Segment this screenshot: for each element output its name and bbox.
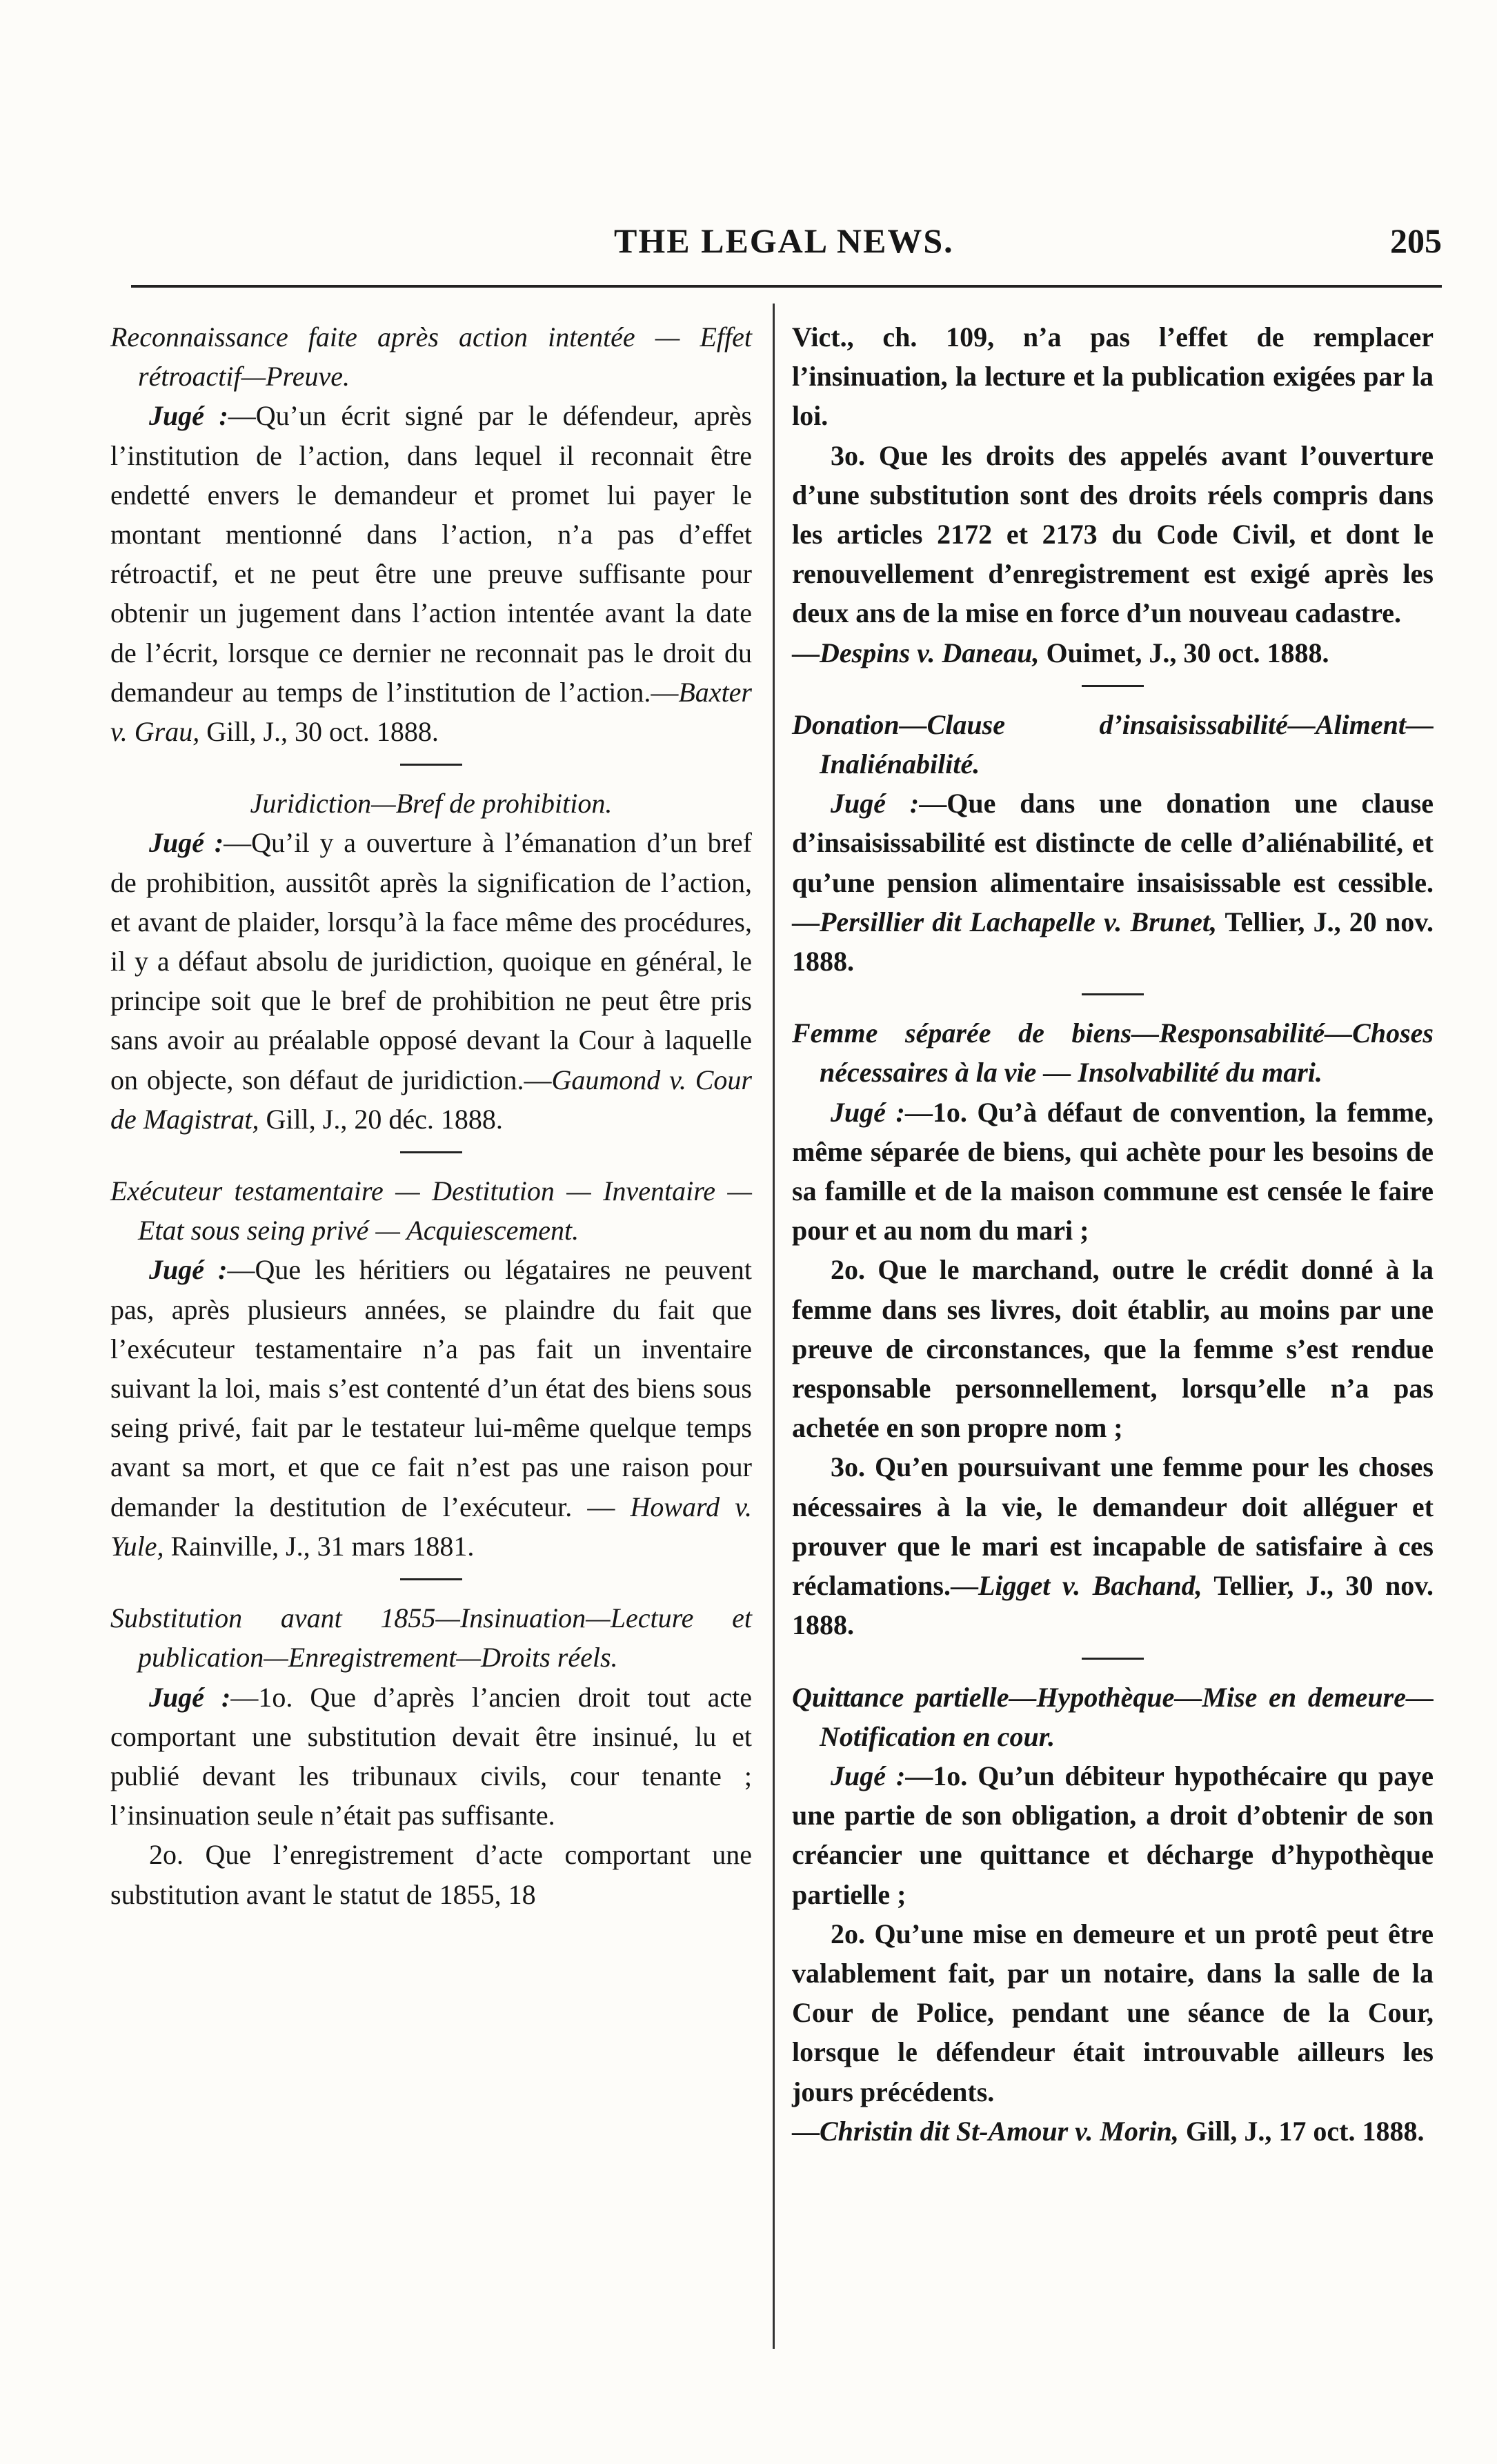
left-column xyxy=(110,317,752,1914)
case-text: Vict., ch. 109, n’a pas l’effet de remplacer l’insinuation, la lecture et la publication exigées par la loi. xyxy=(792,321,1434,432)
case-text: 2o. Que l’enregistrement d’acte comportant une substitution avant le statut de 1855, 18 xyxy=(110,1839,752,1910)
case-citation: Baxter v. Grau, xyxy=(110,676,752,748)
case-heading: Reconnaissance faite après action intentée — Effet rétroactif—Preuve. xyxy=(110,321,752,393)
case-text xyxy=(110,1250,752,1566)
court-date: Gill, J., 17 oct. 1888. xyxy=(1178,2115,1425,2147)
case-note-juridiction xyxy=(110,784,752,1139)
ruling-text: —Que les héritiers ou légataires ne peuvent pas, après plusieurs années, se plaindre du fait que l’exécuteur testamentaire n’a pas fait un inventaire suivant la loi, mais s’est contenté d’un état des biens sous seing privé, fait par le testateur lui-même quelque temps avant sa mort, et que ce fait n’est pas une raison pour demander la destitution de l’exécuteur. — xyxy=(110,1254,752,1522)
case-citation: Ligget v. Bachand, xyxy=(978,1570,1202,1602)
case-note-substitution xyxy=(110,1598,752,1914)
case-text xyxy=(792,436,1434,633)
section-separator xyxy=(1082,1658,1144,1660)
case-note-donation xyxy=(792,705,1434,981)
court-date: Tellier, J., 20 nov. 1888. xyxy=(792,906,1434,977)
juge-label: Jugé : xyxy=(149,1681,231,1713)
case-text xyxy=(792,1093,1434,1251)
case-citation: Howard v. Yule, xyxy=(110,1491,752,1562)
section-separator xyxy=(400,764,462,766)
ruling-text: 3o. Qu’en poursuivant une femme pour les choses nécessaires à la vie, le demandeur doit alléguer et prouver que le mari est incapable de satisfaire à ces réclamations.— xyxy=(792,1451,1434,1602)
case-text xyxy=(792,1756,1434,1914)
section-separator xyxy=(1082,993,1144,995)
case-text xyxy=(792,2112,1434,2151)
case-note-reconnaissance xyxy=(110,317,752,751)
juge-label: Jugé : xyxy=(831,1760,906,1791)
case-heading: Substitution avant 1855—Insinuation—Lecture et publication—Enregistrement—Droits réels. xyxy=(110,1602,752,1673)
case-note-quittance xyxy=(792,1678,1434,2151)
ruling-text: —1o. Qu’un débiteur hypothécaire qu paye une partie de son obligation, a droit d’obtenir de son créancier une quittance et décharge d’hypothèque partielle ; xyxy=(792,1760,1434,1910)
juge-label: Jugé : xyxy=(831,788,920,819)
ruling-text: —Qu’un écrit signé par le défendeur, après l’institution de l’action, dans lequel il reconnait être endetté envers le demandeur et promet lui payer le montant mentionné dans l’action, n’a pas d’effet rétroactif, et ne peut être une preuve suffisante pour obtenir un jugement dans l’action intentée avant la date de l’écrit, lorsque ce dernier ne reconnait pas le droit du demandeur au temps de l’institution de l’action.— xyxy=(110,400,752,708)
case-heading: Donation—Clause d’insaisissabilité—Aliment—Inaliénabilité. xyxy=(792,708,1434,780)
page-number: 205 xyxy=(1390,221,1442,260)
court-date: Gill, J., 30 oct. 1888. xyxy=(199,716,439,748)
case-text xyxy=(110,396,752,751)
case-citation: Persillier dit Lachapelle v. Brunet, xyxy=(820,906,1218,937)
case-citation: Gaumond v. Cour de Magistrat, xyxy=(110,1064,752,1135)
column-divider xyxy=(773,304,775,2349)
court-date: Rainville, J., 31 mars 1881. xyxy=(163,1530,475,1562)
section-separator xyxy=(1082,685,1144,687)
court-date: Tellier, J., 30 nov. 1888. xyxy=(792,1570,1434,1641)
case-citation: Despins v. Daneau, xyxy=(820,637,1040,668)
court-date: Gill, J., 20 déc. 1888. xyxy=(259,1103,503,1135)
header-rule xyxy=(131,285,1442,288)
right-column xyxy=(792,317,1434,2151)
case-heading: Exécuteur testamentaire — Destitution — Inventaire — Etat sous seing privé — Acquiescement. xyxy=(110,1175,752,1246)
case-text: 2o. Que le marchand, outre le crédit donné à la femme dans ses livres, doit établir, au moins par une preuve de circonstances, que la femme s’est rendue responsable personnellement, lorsqu’elle n’a pas achetée en son propre nom ; xyxy=(792,1254,1434,1444)
ruling-text: —1o. Que d’après l’ancien droit tout acte comportant une substitution devait être insinué, lu et publié devant les tribunaux civils, cour tenante ; l’insinuation seule n’était pas suffisante. xyxy=(110,1681,752,1831)
case-text xyxy=(792,1447,1434,1645)
case-text xyxy=(110,823,752,1139)
case-heading: Femme séparée de biens—Responsabilité—Choses nécessaires à la vie — Insolvabilité du mari. xyxy=(792,1017,1434,1089)
ruling-text: —Qu’il y a ouverture à l’émanation d’un bref de prohibition, aussitôt après la signification de l’action, et avant de plaider, lorsqu’à la face même des procédures, il y a défaut absolu de juridiction, quoique en général, le principe soit que le bref de prohibition ne peut être pris sans avoir au préalable opposé devant la Cour à laquelle on objecte, son défaut de juridiction.— xyxy=(110,827,753,1095)
case-note-executeur xyxy=(110,1171,752,1566)
juge-label: Jugé : xyxy=(149,827,224,859)
section-separator xyxy=(400,1578,462,1580)
case-heading: Juridiction—Bref de prohibition. xyxy=(250,788,613,819)
ruling-text: —1o. Qu’à défaut de convention, la femme, même séparée de biens, qui achète pour les besoins de sa famille et de la maison commune est censée le faire pour et au nom du mari ; xyxy=(792,1096,1434,1246)
page-header xyxy=(131,221,1442,276)
case-note-femme-separee xyxy=(792,1013,1434,1645)
case-text xyxy=(792,633,1434,673)
juge-label: Jugé : xyxy=(831,1096,905,1128)
court-date: Ouimet, J., 30 oct. 1888. xyxy=(1039,637,1329,668)
ruling-text: —Que dans une donation une clause d’insaisissabilité est distincte de celle d’aliénabilité, et qu’une pension alimentaire insaisissable est cessible.— xyxy=(792,788,1434,937)
running-title: THE LEGAL NEWS. xyxy=(614,221,954,260)
case-note-substitution-continued xyxy=(792,317,1434,673)
juge-label: Jugé : xyxy=(149,400,228,432)
ruling-text: 3o. Que les droits des appelés avant l’ouverture d’une substitution sont des droits réels compris dans les articles 2172 et 2173 du Code Civil, et dont le renouvellement d’enregistrement est exigé après les deux ans de la mise en force d’un nouveau cadastre. xyxy=(792,439,1434,629)
case-heading: Quittance partielle—Hypothèque—Mise en demeure—Notification en cour. xyxy=(792,1681,1434,1752)
dash: — xyxy=(792,637,820,668)
case-citation: Christin dit St-Amour v. Morin, xyxy=(820,2115,1179,2147)
case-text: 2o. Qu’une mise en demeure et un protê peut être valablement fait, par un notaire, dans la salle de la Cour de Police, pendant une séance de la Cour, lorsque le défendeur était introuvable ailleurs les jours précédents. xyxy=(792,1918,1434,2107)
juge-label: Jugé : xyxy=(149,1254,228,1286)
section-separator xyxy=(400,1151,462,1153)
dash: — xyxy=(792,2115,820,2147)
case-text xyxy=(110,1678,752,1836)
case-text xyxy=(792,784,1434,981)
